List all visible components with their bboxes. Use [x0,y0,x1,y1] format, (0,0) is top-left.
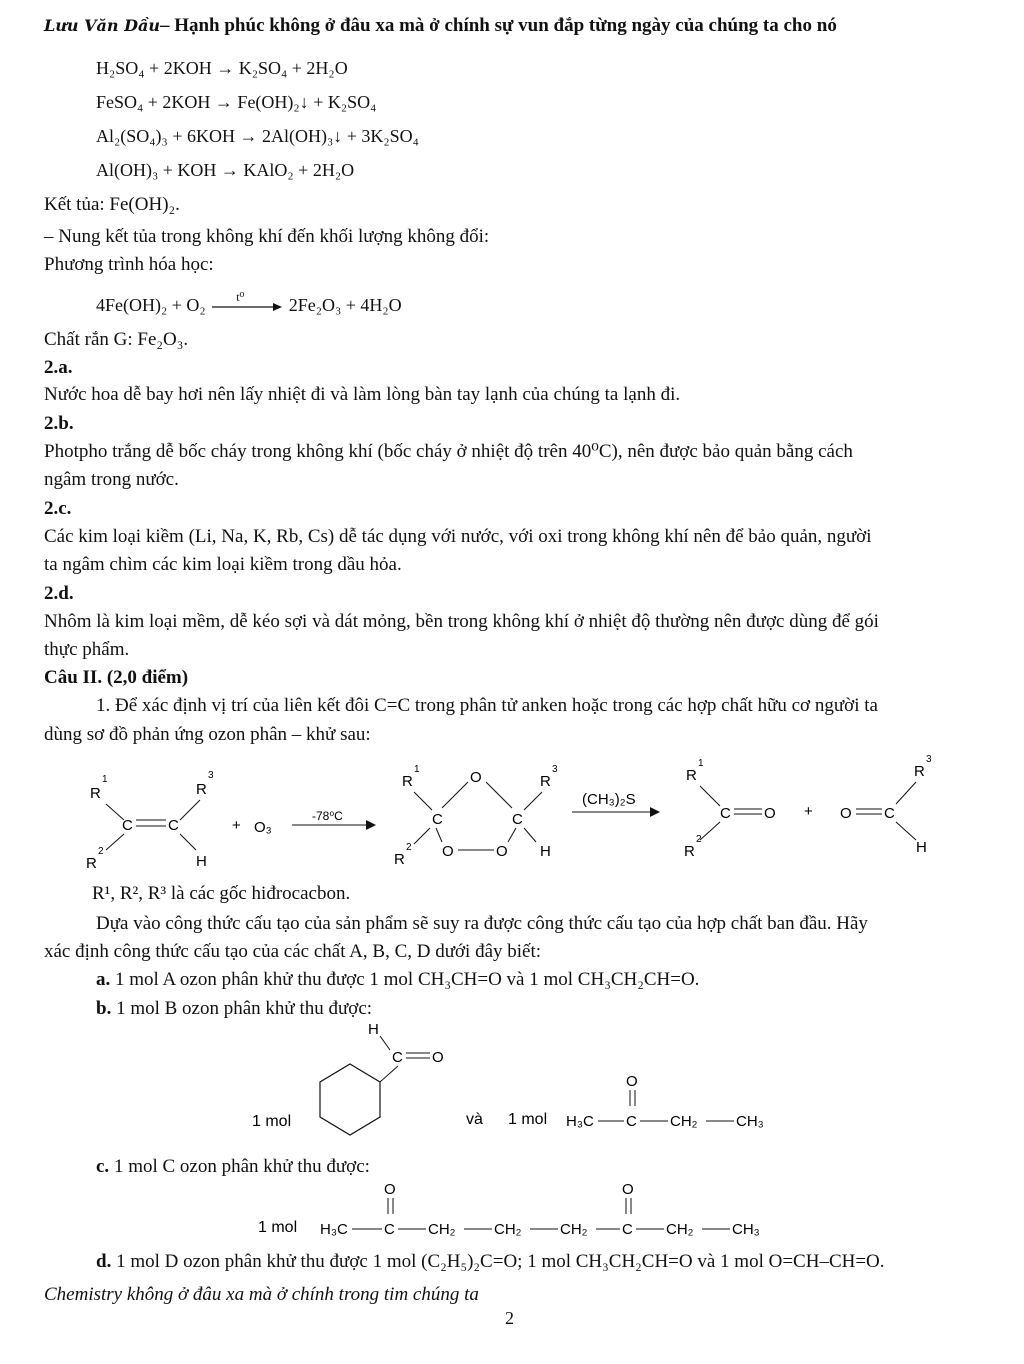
ozonide-r1-sup: 1 [414,764,420,775]
ozonide-o-left: O [442,843,454,860]
ozonide-c1: C [432,811,443,828]
alkene-r1-sup: 1 [102,774,108,785]
part-b-structures [240,1022,800,1152]
part-a-text: 1 mol A ozon phân khử thu được 1 mol CH₃CH=O và 1 mol CH₃CH₂CH=O. [115,969,700,990]
text-2a: Nước hoa dễ bay hơi nên lấy nhiệt đi và làm lòng bàn tay lạnh của chúng ta lạnh đi. [44,384,681,405]
q2-intro-2: dùng sơ đồ phản ứng ozon phân – khử sau: [44,724,371,745]
part-d [96,1250,885,1274]
part-b-ch3: CH₃ [736,1113,764,1130]
equation-label: Phương trình hóa học: [44,254,214,275]
part-b [96,997,372,1021]
reaction-4: Al(OH)₃ + KOH → KAlO₂ + 2H₂O [96,160,355,180]
ketone-r1-sup: 1 [698,758,704,769]
ozonide-o-top: O [470,769,482,786]
part-b-carbonyl-c: C [392,1049,403,1066]
ozonide-structure [394,764,558,868]
ketone-c: C [720,805,731,822]
ozonide-c2: C [512,811,523,828]
label-2d: 2.d. [44,583,74,604]
part-d-label: d. [96,1251,112,1272]
label-2c: 2.c. [44,498,72,519]
condition-cold: -78⁰C [312,809,343,823]
ozonide-r3: R [540,773,551,790]
text-2c-1: Các kim loại kiềm (Li, Na, K, Rb, Cs) dễ tác dụng với nước, với oxi trong không khí nên để bảo quản, người [44,526,872,547]
heat-step-text: – Nung kết tủa trong không khí đến khối lượng không đổi: [44,226,490,247]
part-d-text: 1 mol D ozon phân khử thu được 1 mol (C₂H₅)₂C=O; 1 mol CH₃CH₂CH=O và 1 mol O=CH–CH=O. [116,1251,885,1272]
arrow-icon [572,807,660,817]
ozonide-h: H [540,843,551,860]
part-c-o1: O [384,1181,396,1198]
aldehyde-r3: R [914,763,925,780]
part-c-label: c. [96,1156,110,1177]
part-b-carbonyl-o: O [432,1049,444,1066]
part-b-ketone-o: O [626,1073,638,1090]
page-footer: Chemistry không ở đâu xa mà ở chính trong tim chúng ta [44,1284,479,1305]
arrow-icon [210,297,284,317]
ozonolysis-scheme [80,752,980,882]
part-c-h3c: H₃C [320,1221,348,1238]
alkene-r2: R [86,855,97,872]
text-2b-2: ngâm trong nước. [44,469,179,490]
alkene-structure [86,770,214,872]
ozonide-r3-sup: 3 [552,764,558,775]
heat-equation [96,289,402,317]
author-brand: Lưu Văn Dầu [44,16,160,35]
text-2d-1: Nhôm là kim loại mềm, dễ kéo sợi và dát mỏng, bền trong không khí ở nhiệt độ thường nên được dùng để gói [44,611,879,632]
reaction-3: Al₂(SO₄)₃ + 6KOH → 2Al(OH)₃↓ + 3K₂SO₄ [96,126,419,146]
ketone-product [684,758,776,860]
part-c-mol: 1 mol [258,1219,298,1236]
part-a [96,968,699,992]
part-c-ch2-1: CH₂ [428,1221,456,1238]
header-motto: – Hạnh phúc không ở đâu xa mà ở chính sự vun đắp từng ngày của chúng ta cho nó [159,15,837,36]
ketone-o: O [764,805,776,822]
text-2b-1: Photpho trắng dễ bốc cháy trong không khí (bốc cháy ở nhiệt độ trên 40⁰C), nên được bảo quản bằng cách [44,441,853,462]
solid-text: Chất rắn G: Fe₂O₃. [44,329,189,350]
part-b-text: 1 mol B ozon phân khử thu được: [116,998,373,1019]
heat-arrow [210,289,284,317]
alkene-c1: C [122,817,133,834]
question-2-title: Câu II. (2,0 điểm) [44,667,189,688]
heat-eq-right: 2Fe₂O₃ + 4H₂O [288,295,402,315]
text-2c-2: ta ngâm chìm các kim loại kiềm trong dầu hỏa. [44,554,402,575]
part-c [96,1155,370,1179]
aldehyde-o: O [840,805,852,822]
part-c-ch2-4: CH₂ [666,1221,694,1238]
heat-eq-left: 4Fe(OH)₂ + O₂ [96,295,206,315]
precipitate-text: Kết tủa: Fe(OH)₂. [44,194,180,215]
ozonide-o-right: O [496,843,508,860]
aldehyde-h: H [916,839,927,856]
ozone-label: O₃ [254,819,272,836]
part-b-mol-2: 1 mol [508,1111,548,1128]
part-c-c1: C [384,1221,395,1238]
ketone-r2-sup: 2 [696,834,702,845]
page-number: 2 [505,1308,514,1328]
part-b-c: C [626,1113,637,1130]
heat-condition: t⁰ [236,289,245,304]
alkene-r1: R [90,785,101,802]
r-groups-note: R¹, R², R³ là các gốc hiđrocacbon. [92,883,351,904]
part-c-text: 1 mol C ozon phân khử thu được: [113,1156,370,1177]
part-c-ch3: CH₃ [732,1221,760,1238]
aldehyde-c: C [884,805,895,822]
part-b-ch2: CH₂ [670,1113,698,1130]
part-c-ch2-2: CH₂ [494,1221,522,1238]
ketone-r2: R [684,843,695,860]
alkene-r3-sup: 3 [208,770,214,781]
ketone-r1: R [686,767,697,784]
part-b-h3c: H₃C [566,1113,594,1130]
label-2b: 2.b. [44,413,74,434]
part-c-c2: C [622,1221,633,1238]
q2-intro-1: 1. Để xác định vị trí của liên kết đôi C=C trong phân tử anken hoặc trong các hợp chất hữu cơ người ta [96,695,878,716]
q2-para-2: xác định công thức cấu tạo của các chất A, B, C, D dưới đây biết: [44,941,542,962]
ozonide-r2-sup: 2 [406,842,412,853]
text-2d-2: thực phẩm. [44,639,130,660]
alkene-r3: R [196,781,207,798]
alkene-h: H [196,853,207,870]
page-header [44,14,837,38]
alkene-c2: C [168,817,179,834]
part-b-mol-1: 1 mol [252,1113,292,1130]
alkene-r2-sup: 2 [98,846,104,857]
cyclohexane-ring [320,1064,380,1135]
aldehyde-r3-sup: 3 [926,754,932,765]
part-a-label: a. [96,969,111,990]
part-c-structure [250,1180,810,1242]
part-c-ch2-3: CH₂ [560,1221,588,1238]
q2-para-1: Dựa vào công thức cấu tạo của sản phẩm sẽ suy ra được công thức cấu tạo của hợp chất ban đầu. Hãy [96,913,868,934]
reaction-2: FeSO₄ + 2KOH → Fe(OH)₂↓ + K₂SO₄ [96,92,377,112]
ozonide-r2: R [394,851,405,868]
part-b-label: b. [96,998,112,1019]
aldehyde-product [840,754,932,856]
part-c-o2: O [622,1181,634,1198]
label-2a: 2.a. [44,357,73,378]
plus-sign-1: + [232,817,241,834]
plus-sign-2: + [804,803,813,820]
part-b-h: H [368,1022,379,1038]
part-b-and: và [466,1111,483,1128]
reaction-1: H₂SO₄ + 2KOH → K₂SO₄ + 2H₂O [96,58,348,78]
ozonide-r1: R [402,773,413,790]
condition-dms: (CH₃)₂S [582,791,636,808]
